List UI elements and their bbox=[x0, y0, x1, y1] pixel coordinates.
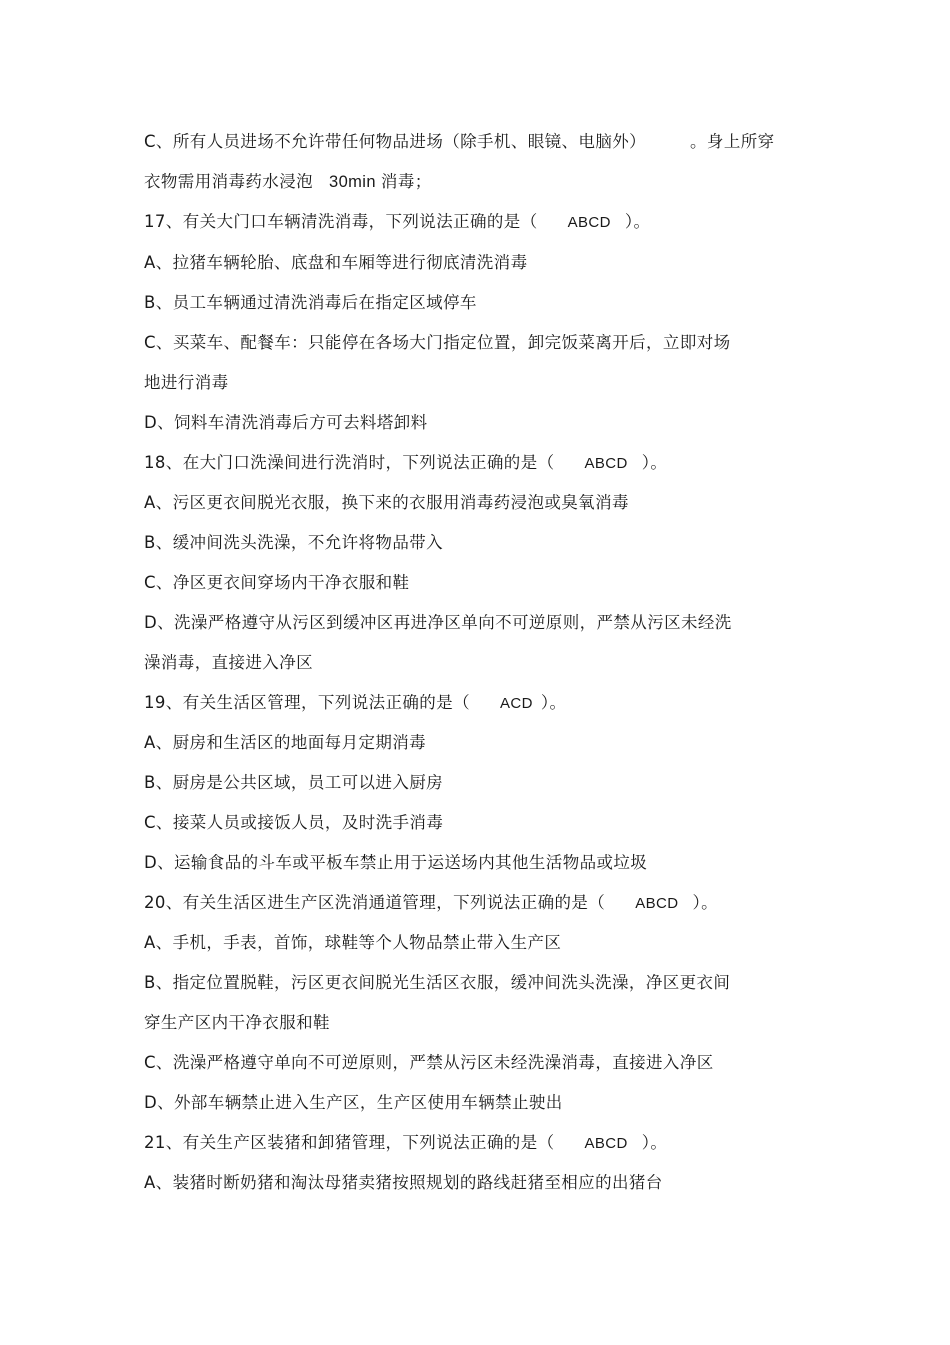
line-text: 20、有关生活区进生产区洗消通道管理，下列说法正确的是（ bbox=[144, 893, 606, 912]
line-text-tail: 。身上所穿 bbox=[690, 132, 775, 151]
line-text: 澡消毒，直接进入净区 bbox=[144, 653, 313, 672]
line-text: A、厨房和生活区的地面每月定期消毒 bbox=[144, 733, 427, 752]
line-text: A、手机，手表，首饰，球鞋等个人物品禁止带入生产区 bbox=[144, 933, 562, 952]
text-line bbox=[144, 292, 477, 314]
line-text: D、外部车辆禁止进入生产区，生产区使用车辆禁止驶出 bbox=[144, 1093, 563, 1112]
text-line bbox=[144, 372, 229, 394]
text-line bbox=[144, 572, 409, 594]
line-text-tail: ）。 bbox=[641, 453, 668, 472]
text-line bbox=[144, 772, 443, 794]
answer-text: ABCD bbox=[584, 455, 628, 472]
answer-text: ACD bbox=[500, 695, 533, 712]
text-line bbox=[144, 652, 313, 674]
line-text: B、厨房是公共区域，员工可以进入厨房 bbox=[144, 773, 444, 792]
text-line bbox=[144, 1092, 563, 1114]
line-text: C、买菜车、配餐车：只能停在各场大门指定位置，卸完饭菜离开后，立即对场 bbox=[144, 333, 731, 352]
line-text: C、净区更衣间穿场内干净衣服和鞋 bbox=[144, 573, 410, 592]
line-text: A、拉猪车辆轮胎、底盘和车厢等进行彻底清洗消毒 bbox=[144, 253, 528, 272]
text-line bbox=[144, 1172, 663, 1194]
text-line bbox=[144, 1012, 330, 1034]
text-line bbox=[144, 692, 566, 715]
line-text: B、员工车辆通过清洗消毒后在指定区域停车 bbox=[144, 293, 477, 312]
line-text-tail: ）。 bbox=[624, 212, 651, 231]
text-line bbox=[144, 812, 443, 834]
text-line bbox=[144, 452, 667, 475]
answer-text: ABCD bbox=[567, 214, 611, 231]
text-line bbox=[144, 732, 426, 754]
text-line bbox=[144, 131, 775, 153]
line-text: C、接菜人员或接饭人员，及时洗手消毒 bbox=[144, 813, 444, 832]
line-text-tail: ）。 bbox=[641, 1133, 668, 1152]
line-text-tail: 30min 消毒； bbox=[329, 173, 432, 191]
line-text-tail: ）。 bbox=[540, 693, 567, 712]
line-text: D、运输食品的斗车或平板车禁止用于运送场内其他生活物品或垃圾 bbox=[144, 853, 648, 872]
text-line bbox=[144, 972, 730, 994]
line-text: C、洗澡严格遵守单向不可逆原则，严禁从污区未经洗澡消毒，直接进入净区 bbox=[144, 1053, 714, 1072]
line-text: D、洗澡严格遵守从污区到缓冲区再进净区单向不可逆原则，严禁从污区未经洗 bbox=[144, 613, 732, 632]
text-line bbox=[144, 211, 650, 234]
text-line bbox=[144, 492, 629, 514]
text-line bbox=[144, 332, 731, 354]
text-line bbox=[144, 932, 561, 954]
line-text: A、污区更衣间脱光衣服，换下来的衣服用消毒药浸泡或臭氧消毒 bbox=[144, 493, 629, 512]
text-line bbox=[144, 892, 718, 915]
line-text-tail: ）。 bbox=[692, 893, 719, 912]
line-text: D、饲料车清洗消毒后方可去料塔卸料 bbox=[144, 413, 428, 432]
line-text: 穿生产区内干净衣服和鞋 bbox=[144, 1013, 330, 1032]
line-text: 21、有关生产区装猪和卸猪管理，下列说法正确的是（ bbox=[144, 1133, 555, 1152]
text-line bbox=[144, 852, 647, 874]
line-text: 地进行消毒 bbox=[144, 373, 229, 392]
line-text: 18、在大门口洗澡间进行洗消时，下列说法正确的是（ bbox=[144, 453, 555, 472]
text-line bbox=[144, 1052, 714, 1074]
text-line bbox=[144, 412, 428, 434]
line-text: B、指定位置脱鞋，污区更衣间脱光生活区衣服，缓冲间洗头洗澡，净区更衣间 bbox=[144, 973, 731, 992]
line-text: 17、有关大门口车辆清洗消毒，下列说法正确的是（ bbox=[144, 212, 538, 231]
text-line bbox=[144, 532, 443, 554]
answer-text: ABCD bbox=[584, 1135, 628, 1152]
text-line bbox=[144, 612, 732, 634]
line-text: C、所有人员进场不允许带任何物品进场（除手机、眼镜、电脑外） bbox=[144, 132, 647, 151]
line-text: 衣物需用消毒药水浸泡 bbox=[144, 172, 313, 191]
line-text: B、缓冲间洗头洗澡，不允许将物品带入 bbox=[144, 533, 444, 552]
answer-text: ABCD bbox=[635, 895, 679, 912]
text-line bbox=[144, 1132, 667, 1155]
line-text: A、装猪时断奶猪和淘汰母猪卖猪按照规划的路线赶猪至相应的出猪台 bbox=[144, 1173, 663, 1192]
text-line bbox=[144, 171, 432, 193]
line-text: 19、有关生活区管理，下列说法正确的是（ bbox=[144, 693, 470, 712]
text-line bbox=[144, 252, 528, 274]
